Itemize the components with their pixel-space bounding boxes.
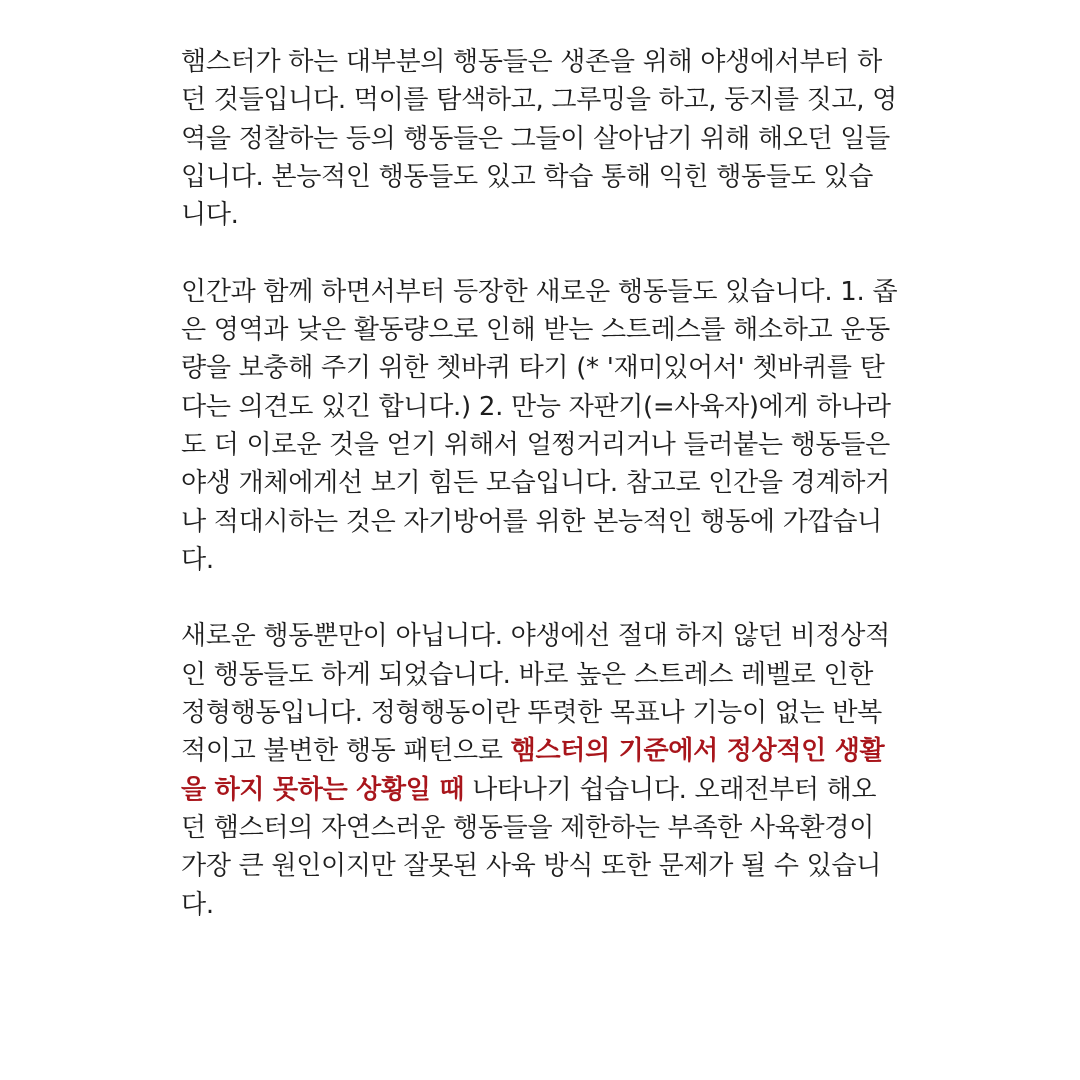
text-line: 햄스터가 하는 대부분의 행동들은 생존을 위해 야생에서부터 하 — [181, 47, 882, 77]
paragraph-wild-behaviors — [181, 43, 903, 234]
text-line: 역을 정찰하는 등의 행동들은 그들이 살아남기 위해 해오던 일들 — [181, 123, 890, 154]
article-text — [181, 43, 903, 924]
highlighted-phrase: 햄스터의 기준에서 정상적인 생활 — [510, 736, 885, 767]
paragraph-new-behaviors — [181, 273, 903, 579]
text-line: 다. — [181, 544, 214, 575]
text-line: 입니다. 본능적인 행동들도 있고 학습 통해 익힌 행동들도 있습 — [181, 161, 874, 192]
text-line-mixed — [181, 771, 903, 809]
text-line: 다. — [181, 889, 214, 920]
text-line: 다는 의견도 있긴 합니다.) 2. 만능 자판기(=사육자)에게 하나라 — [181, 391, 891, 422]
text-line: 가장 큰 원인이지만 잘못된 사육 방식 또한 문제가 될 수 있습니 — [181, 851, 882, 882]
text-segment: 적이고 불변한 행동 패턴으로 — [181, 736, 511, 767]
text-line: 새로운 행동뿐만이 아닙니다. 야생에선 절대 하지 않던 비정상적 — [181, 621, 890, 652]
text-line: 량을 보충해 주기 위한 쳇바퀴 타기 (* '재미있어서' 쳇바퀴를 탄 — [181, 353, 885, 384]
text-line: 도 더 이로운 것을 얻기 위해서 얼쩡거리거나 들러붙는 행동들은 — [181, 429, 890, 460]
text-line: 던 것들입니다. 먹이를 탐색하고, 그루밍을 하고, 둥지를 짓고, 영 — [181, 85, 897, 116]
text-line: 은 영역과 낮은 활동량으로 인해 받는 스트레스를 해소하고 운동 — [181, 315, 890, 346]
text-segment: 나타나기 쉽습니다. 오래전부터 해오 — [464, 774, 877, 805]
text-line: 정형행동입니다. 정형행동이란 뚜렷한 목표나 기능이 없는 반복 — [181, 698, 882, 729]
text-line-mixed — [181, 732, 903, 770]
text-line: 던 햄스터의 자연스러운 행동들을 제한하는 부족한 사육환경이 — [181, 812, 875, 843]
text-line: 인 행동들도 하게 되었습니다. 바로 높은 스트레스 레벨로 인한 — [181, 659, 874, 690]
text-line: 나 적대시하는 것은 자기방어를 위한 본능적인 행동에 가깝습니 — [181, 506, 882, 537]
highlighted-phrase: 을 하지 못하는 상황일 때 — [181, 774, 465, 805]
text-line: 니다. — [181, 200, 239, 231]
text-line: 인간과 함께 하면서부터 등장한 새로운 행동들도 있습니다. 1. 좁 — [181, 276, 898, 307]
text-line: 야생 개체에게선 보기 힘든 모습입니다. 참고로 인간을 경계하거 — [181, 468, 890, 499]
paragraph-stereotypic-behavior — [181, 617, 903, 923]
